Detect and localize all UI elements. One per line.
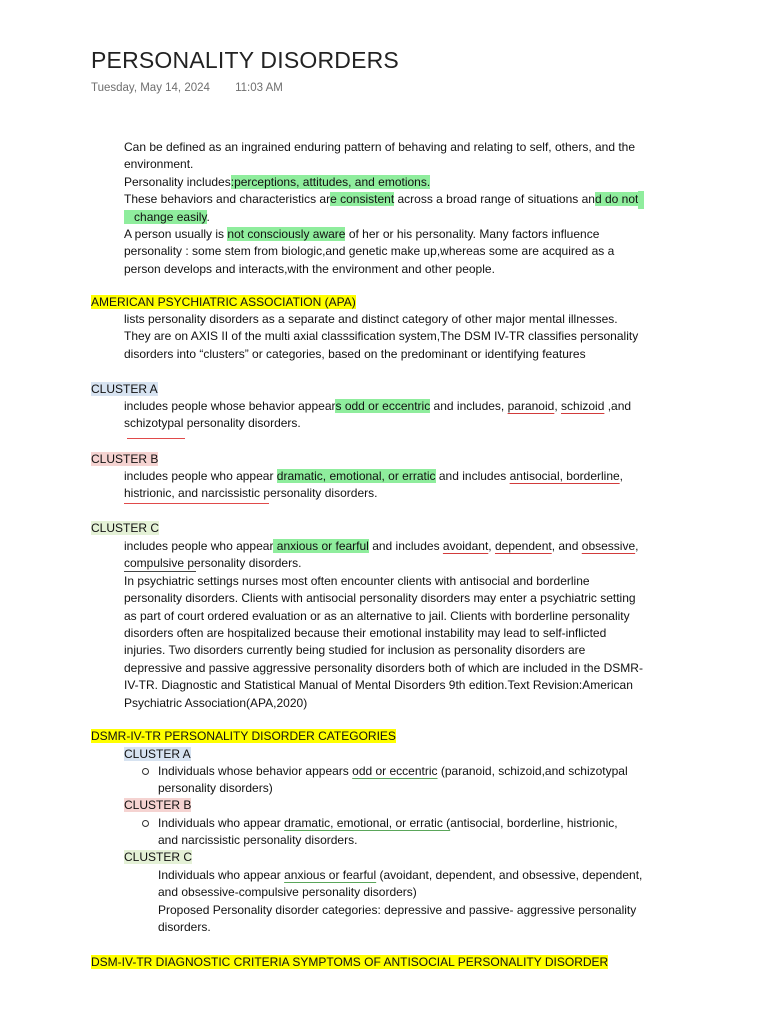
cluster-c-heading: CLUSTER C bbox=[91, 521, 160, 535]
text-run: schizotypal bbox=[124, 416, 184, 431]
text-run: . bbox=[206, 209, 210, 224]
cluster-c-line: In psychiatric settings nurses most often encounter clients with antisocial and borderline bbox=[124, 573, 590, 588]
footer-heading-block bbox=[91, 954, 608, 971]
cluster-a-heading: CLUSTER A bbox=[91, 382, 158, 396]
ink-underline bbox=[124, 571, 196, 572]
text-run: Individuals who appear bbox=[158, 868, 281, 882]
text-run: includes people whose behavior appear bbox=[124, 399, 336, 413]
intro-paragraph bbox=[124, 139, 644, 278]
text-run: personality disorders. bbox=[183, 416, 301, 431]
text-run: across a broad range of situations an bbox=[394, 192, 595, 207]
apa-paragraph bbox=[124, 311, 638, 363]
text-run: These behaviors and characteristics ar bbox=[124, 192, 331, 207]
cluster-a-line bbox=[124, 398, 631, 415]
list-line: Proposed Personality disorder categories: depressive and passive- aggressive personality bbox=[158, 902, 637, 917]
cluster-c-line: as part of court ordered evaluation or as an alternative to jail. Clients with borderline personality bbox=[124, 608, 630, 623]
text-run: and narcissistic personality disorders. bbox=[158, 833, 358, 848]
cluster-b-paragraph bbox=[124, 468, 623, 503]
text-run: , bbox=[554, 399, 558, 413]
categories-list-b bbox=[124, 815, 684, 850]
text-run: Individuals whose behavior appears bbox=[158, 764, 349, 778]
list-item bbox=[124, 763, 684, 798]
text-run: ,and bbox=[607, 399, 632, 413]
categories-list-c bbox=[158, 867, 688, 937]
spellcheck-underline: obsessive bbox=[581, 539, 636, 553]
text-run: (paranoid, schizoid,and schizotypal bbox=[437, 764, 628, 778]
text-run: change easily bbox=[134, 209, 207, 224]
text-run: antisocial, borderline, histrionic, bbox=[450, 816, 618, 830]
text-run: , bbox=[488, 539, 492, 553]
cluster-c-line: personality disorders. Clients with antisocial personality disorders may enter a psychiatric setting bbox=[124, 591, 636, 606]
cluster-b-heading: CLUSTER B bbox=[91, 452, 159, 466]
highlight: d do not bbox=[594, 192, 639, 207]
cluster-a-label: CLUSTER A bbox=[124, 747, 191, 761]
cluster-a-line bbox=[124, 415, 631, 432]
text-run: includes people who appear bbox=[124, 539, 274, 553]
cluster-a-paragraph bbox=[124, 398, 631, 433]
section-heading: DSMR-IV-TR PERSONALITY DISORDER CATEGORIES bbox=[91, 729, 396, 743]
apa-line: lists personality disorders as a separate and distinct category of other major mental illnesses. bbox=[124, 312, 618, 326]
apa-heading-block bbox=[91, 294, 356, 311]
cluster-c-line: injuries. Two disorders currently being studied for inclusion as personality disorders are bbox=[124, 643, 586, 658]
spellcheck-underline: paranoid bbox=[507, 399, 555, 413]
cluster-c-label: CLUSTER C bbox=[124, 850, 193, 864]
spellcheck-underline: antisocial, borderline bbox=[509, 469, 620, 483]
grammar-underline: odd or eccentric bbox=[352, 764, 438, 778]
cluster-b-line bbox=[124, 468, 623, 485]
text-run: (avoidant, dependent, and obsessive, dependent, bbox=[376, 868, 643, 882]
date-text: Tuesday, May 14, 2024 bbox=[91, 82, 210, 94]
cluster-b-label: CLUSTER B bbox=[124, 798, 192, 812]
highlight: not consciously aware bbox=[227, 227, 346, 242]
text-run: , bbox=[635, 539, 639, 553]
text-run: Individuals who appear bbox=[158, 816, 281, 830]
highlight: anxious or fearful bbox=[273, 539, 369, 553]
cluster-c-line bbox=[124, 538, 643, 555]
intro-line bbox=[124, 191, 644, 208]
spellcheck-underline: avoidant bbox=[442, 539, 489, 553]
cluster-c-line: disorders often are hospitalized because their emotional instability may lead to self-inflicted bbox=[124, 626, 607, 641]
cluster-c-line: IV-TR. Diagnostic and Statistical Manual of Mental Disorders 9th edition.Text Revision:American bbox=[124, 678, 633, 693]
time-text: 11:03 AM bbox=[235, 82, 283, 94]
highlight: e consistent bbox=[330, 192, 395, 207]
highlight: s odd or eccentric bbox=[335, 399, 431, 413]
list-item bbox=[124, 815, 684, 850]
intro-line: Can be defined as an ingrained enduring pattern of behaving and relating to self, others, and the bbox=[124, 140, 636, 154]
spellcheck-underline: dependent bbox=[494, 539, 552, 553]
text-run: personality disorders. bbox=[260, 486, 378, 501]
intro-line: person develops and interacts,with the environment and other people. bbox=[124, 261, 495, 276]
categories-cluster-a bbox=[124, 746, 191, 763]
text-run: , bbox=[619, 469, 624, 483]
intro-line bbox=[124, 226, 644, 243]
text-run: of her or his personality. Many factors influence bbox=[348, 227, 600, 242]
ink-underline bbox=[124, 503, 269, 504]
list-line: disorders. bbox=[158, 920, 211, 935]
grammar-underline: anxious or fearful bbox=[284, 868, 377, 882]
ink-underline bbox=[127, 438, 185, 439]
apa-line: disorders into “clusters” or categories, based on the predominant or identifying features bbox=[124, 346, 586, 361]
highlight: dramatic, emotional, or erratic bbox=[276, 469, 436, 483]
cluster-c-line: depressive and passive aggressive personality disorders both of which are included in the DSMR- bbox=[124, 660, 643, 675]
categories-heading-block bbox=[91, 728, 396, 745]
section-heading: AMERICAN PSYCHIATRIC ASSOCIATION (APA) bbox=[91, 295, 356, 309]
intro-line: personality : some stem from biologic,and genetic make up,whereas some are acquired as a bbox=[124, 244, 615, 259]
timestamp bbox=[91, 82, 305, 94]
apa-line: They are on AXIS II of the multi axial classsification system,The DSM IV-TR classifies personality bbox=[124, 329, 639, 344]
text-run: A person usually is bbox=[124, 227, 225, 242]
cluster-c-paragraph bbox=[124, 538, 643, 712]
highlight: :perceptions, attitudes, and emotions. bbox=[230, 174, 431, 189]
cluster-c-line: Psychiatric Association(APA,2020) bbox=[124, 695, 308, 710]
text-run: includes people who appear bbox=[124, 469, 274, 483]
text-run: and includes, bbox=[433, 399, 505, 413]
highlight bbox=[124, 210, 207, 224]
page-title: PERSONALITY DISORDERS bbox=[91, 47, 399, 73]
text-run: , and bbox=[551, 539, 579, 553]
categories-cluster-b bbox=[124, 797, 191, 814]
text-run: histrionic, and narcissistic bbox=[124, 486, 261, 501]
text-run: personality disorders) bbox=[158, 781, 273, 796]
list-line: and obsessive-compulsive personality disorders) bbox=[158, 885, 417, 900]
cluster-a-heading-block bbox=[91, 381, 158, 398]
text-run: and includes bbox=[438, 469, 507, 483]
cluster-b-line bbox=[124, 485, 623, 502]
text-run: and includes bbox=[372, 539, 440, 553]
intro-line bbox=[124, 209, 644, 226]
intro-line: environment. bbox=[124, 157, 194, 172]
cluster-b-heading-block bbox=[91, 451, 158, 468]
grammar-underline: dramatic, emotional, or erratic ( bbox=[284, 816, 451, 830]
cluster-c-line: compulsive personality disorders. bbox=[124, 556, 302, 571]
list-line bbox=[158, 867, 688, 884]
text-run: Personality includes bbox=[124, 174, 231, 189]
cluster-c-heading-block bbox=[91, 520, 159, 537]
categories-list-a bbox=[124, 763, 684, 798]
categories-cluster-c bbox=[124, 849, 192, 866]
spellcheck-underline: schizoid bbox=[561, 399, 605, 413]
section-heading: DSM-IV-TR DIAGNOSTIC CRITERIA SYMPTOMS OF ANTISOCIAL PERSONALITY DISORDER bbox=[91, 955, 609, 969]
intro-line bbox=[124, 174, 644, 191]
